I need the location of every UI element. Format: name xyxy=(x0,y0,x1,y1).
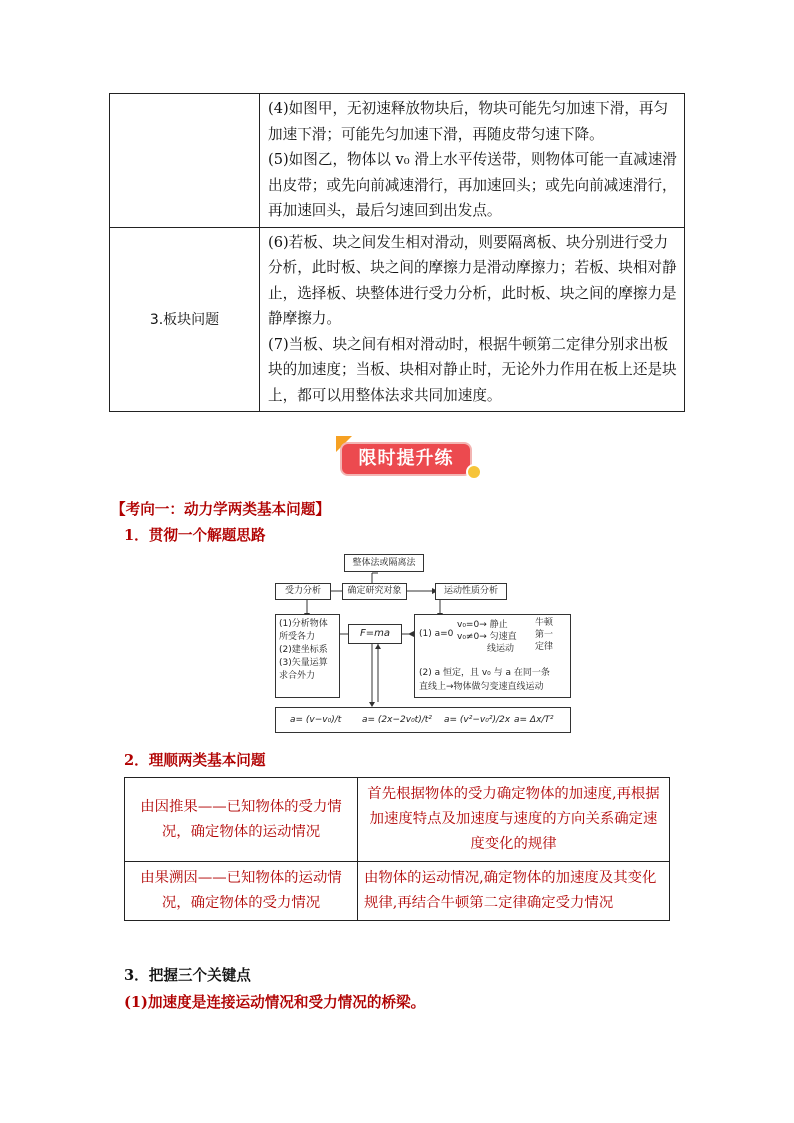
right-v0eq: v₀=0→ 静止 xyxy=(457,620,508,630)
right-line2a: (2) a 恒定，且 v₀ 与 a 在同一条 xyxy=(419,668,550,678)
cause-to-effect-cell: 由因推果——已知物体的受力情况，确定物体的运动情况 xyxy=(125,778,358,862)
formula-4: a= Δx/T² xyxy=(514,715,554,725)
table-row xyxy=(125,778,670,862)
diagram-right-header: 运动性质分析 xyxy=(435,583,507,600)
newton-line: 定律 xyxy=(535,642,554,652)
right-a0: (1) a=0 xyxy=(419,629,454,639)
table-row xyxy=(110,94,685,228)
effect-to-cause-cell: 由果溯因——已知物体的运动情况，确定物体的受力情况 xyxy=(125,862,358,921)
left-line: 所受各力 xyxy=(279,632,316,642)
newton-line: 第一 xyxy=(535,630,554,640)
paragraph-6: (6)若板、块之间发生相对滑动，则要隔离板、块分别进行受力分析，此时板、块之间的摩擦力是滑动摩擦力；若板、块相对静止，选择板、块整体进行受力分析，此时板、块之间的摩擦力是静摩擦力。 xyxy=(268,233,677,327)
diagram-top-box: 整体法或隔离法 xyxy=(344,554,424,572)
right-v0ne: v₀≠0→ 匀速直 xyxy=(457,632,517,642)
left-line: (1)分析物体 xyxy=(279,619,328,629)
row1-left-cell xyxy=(110,94,260,228)
table-row xyxy=(125,862,670,921)
top-table xyxy=(109,93,685,412)
paragraph-4: (4)如图甲，无初速释放物块后，物块可能先匀加速下滑，再匀加速下滑；可能先匀加速下滑，再随皮带匀速下降。 xyxy=(268,100,669,143)
section-banner xyxy=(340,436,478,480)
row2-left-cell: 3.板块问题 xyxy=(110,227,260,412)
formula-3: a= (v²−v₀²)/2x xyxy=(444,715,511,725)
diagram-left-box xyxy=(275,614,340,698)
cause-to-effect-desc: 首先根据物体的受力确定物体的加速度,再根据加速度特点及加速度与速度的方向关系确定速度变化的规律 xyxy=(358,778,670,862)
left-line: (2)建坐标系 xyxy=(279,645,328,655)
diagram-center-box: F=ma xyxy=(348,624,402,644)
paragraph-5: (5)如图乙，物体以 v₀ 滑上水平传送带，则物体可能一直减速滑出皮带；或先向前减速滑行，再加速回头；或先向前减速滑行，再加速回头，最后匀速回到出发点。 xyxy=(268,151,677,219)
banner-dot-icon xyxy=(466,464,482,480)
right-newton xyxy=(535,617,553,653)
left-line: 求合外力 xyxy=(279,671,316,681)
right-v0ne2: 线运动 xyxy=(487,644,515,654)
point1: (1)加速度是连接运动情况和受力情况的桥梁。 xyxy=(124,994,426,1011)
newton-line: 牛顿 xyxy=(535,618,554,628)
two-problems-table xyxy=(124,777,670,921)
row2-right-cell xyxy=(260,227,685,412)
paragraph-7: (7)当板、块之间有相对滑动时，根据牛顿第二定律分别求出板块的加速度；当板、块相对静止时，无论外力作用在板上还是块上，都可以用整体法求共同加速度。 xyxy=(268,335,677,404)
item1-heading: 1．贯彻一个解题思路 xyxy=(124,527,266,544)
item2-heading: 2．理顺两类基本问题 xyxy=(124,752,266,769)
effect-to-cause-desc: 由物体的运动情况,确定物体的加速度及其变化规律,再结合牛顿第二定律确定受力情况 xyxy=(358,862,670,921)
section-heading: 【考向一：动力学两类基本问题】 xyxy=(111,501,330,518)
flow-diagram xyxy=(272,552,574,734)
left-line: (3)矢量运算 xyxy=(279,658,328,668)
diagram-left-header: 受力分析 xyxy=(275,583,331,600)
banner-label: 限时提升练 xyxy=(358,448,454,469)
row1-right-cell xyxy=(260,94,685,228)
formula-1: a= (v−v₀)/t xyxy=(290,715,342,725)
diagram-center-header: 确定研究对象 xyxy=(342,583,407,600)
diagram-formula-box xyxy=(275,707,571,733)
item3-heading: 3．把握三个关键点 xyxy=(124,967,251,984)
formula-2: a= (2x−2v₀t)/t² xyxy=(362,715,432,725)
diagram-right-box xyxy=(414,614,571,698)
table-row xyxy=(110,227,685,412)
right-line2b: 直线上→物体做匀变速直线运动 xyxy=(419,682,544,692)
